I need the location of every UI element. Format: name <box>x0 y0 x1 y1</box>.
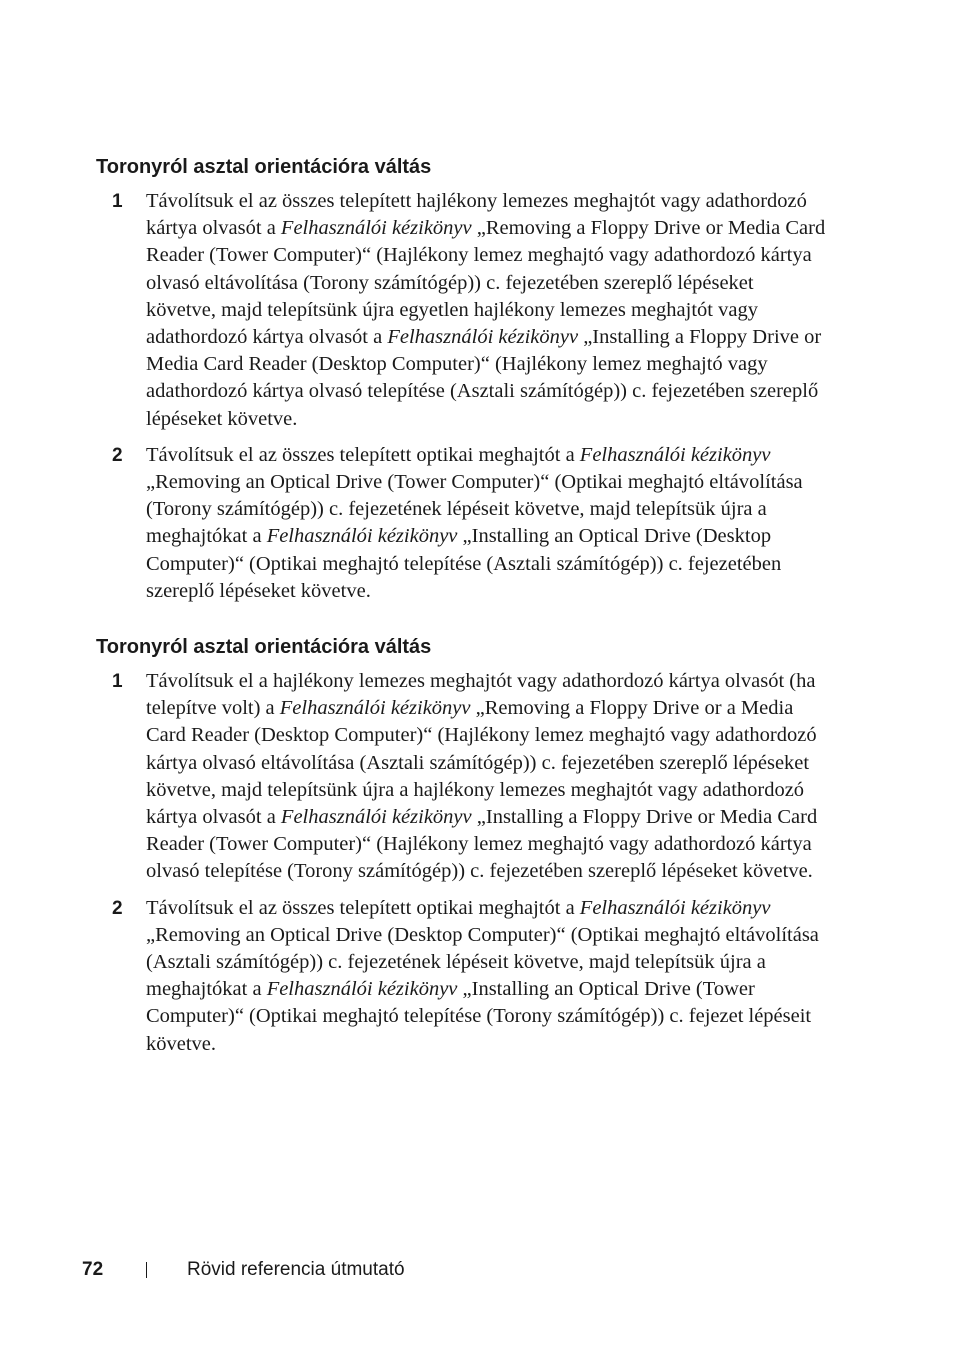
step-text-part: „Removing an Optical Drive (Desktop Computer)“ (Optikai meghajtó eltávolítása (Asztali számítógép)) c. fejezetének lépéseit követve, majd telepítsük újra a meghajtókat a <box>146 923 819 1001</box>
page-footer <box>82 1257 405 1283</box>
step-text-part: „Installing a Floppy Drive or Media Card Reader (Desktop Computer)“ (Hajlékony lemez meghajtó vagy adathordozó kártya olvasó telepítése (Asztali számítógép)) c. fejezetében szereplő lépéseket követve. <box>146 326 822 430</box>
step-list <box>96 188 826 605</box>
step-list <box>96 668 826 1058</box>
step-text-part: Távolítsuk el az összes telepített optikai meghajtót a <box>146 896 580 919</box>
step-text-part: Távolítsuk el az összes telepített optikai meghajtót a <box>146 443 580 466</box>
step-number: 1 <box>112 191 123 212</box>
manual-reference: Felhasználói kézikönyv <box>279 697 471 720</box>
step-number: 2 <box>112 444 123 466</box>
document-title: Rövid referencia útmutató <box>187 1259 405 1280</box>
step-text-part: „Removing a Floppy Drive or a Media Card Reader (Desktop Computer)“ (Hajlékony lemez meghajtó vagy adathordozó kártya olvasó eltávolítása (Asztali számítógép)) c. fejezetében szereplő lépéseket követve, majd telepítsünk újra a hajlékony lemezes meghajtót vagy adathordozó kártya olvasót a <box>146 697 817 829</box>
section-desktop-to-tower <box>96 634 826 1067</box>
step-text-part: „Installing an Optical Drive (Tower Computer)“ (Optikai meghajtó telepítése (Torony számítógép)) c. fejezet lépéseit követve. <box>146 978 812 1055</box>
step-text <box>146 188 826 433</box>
step-text <box>146 895 826 1058</box>
step-text-part: „Removing a Floppy Drive or Media Card Reader (Tower Computer)“ (Hajlékony lemez meghajtó vagy adathordozó kártya olvasó eltávolítása (Torony számítógép)) c. fejezetében szereplő lépéseket követve, majd telepítsünk újra egyetlen hajlékony lemezes meghajtót vagy adathordozó kártya olvasót a <box>146 217 826 349</box>
section-heading: Toronyról asztal orientációra váltás <box>96 156 432 178</box>
step-item <box>96 188 826 433</box>
manual-reference: Felhasználói kézikönyv <box>387 326 579 349</box>
page-number: 72 <box>82 1259 104 1280</box>
step-text-part: „Removing an Optical Drive (Tower Computer)“ (Optikai meghajtó eltávolítása (Torony számítógép)) c. fejezetének lépéseit követve, majd telepítsük újra a meghajtókat a <box>146 471 803 548</box>
step-item <box>96 442 826 605</box>
step-text-part: „Installing a Floppy Drive or Media Card Reader (Tower Computer)“ (Hajlékony lemez meghajtó vagy adathordozó kártya olvasó telepítése (Torony számítógép)) c. fejezetében szereplő lépéseket követve. <box>146 806 818 883</box>
manual-reference: Felhasználói kézikönyv <box>280 806 472 829</box>
step-text <box>146 668 826 886</box>
step-item <box>96 668 826 886</box>
manual-reference: Felhasználói kézikönyv <box>579 443 771 466</box>
step-text-part: Távolítsuk el a hajlékony lemezes meghajtót vagy adathordozó kártya olvasót (ha telepítve volt) a <box>146 670 816 720</box>
section-heading: Toronyról asztal orientációra váltás <box>96 636 432 658</box>
step-text-part: Távolítsuk el az összes telepített hajlékony lemezes meghajtót vagy adathordozó kártya olvasót a <box>146 190 807 240</box>
manual-reference: Felhasználói kézikönyv <box>266 978 458 1001</box>
step-number: 2 <box>112 897 123 919</box>
step-text <box>146 442 826 605</box>
manual-reference: Felhasználói kézikönyv <box>266 525 458 548</box>
step-number: 1 <box>112 671 123 692</box>
step-item <box>96 895 826 1058</box>
section-tower-to-desktop <box>96 154 826 614</box>
manual-reference: Felhasználói kézikönyv <box>280 217 472 240</box>
footer-divider <box>146 1262 147 1278</box>
manual-reference: Felhasználói kézikönyv <box>579 896 771 919</box>
step-text-part: „Installing an Optical Drive (Desktop Computer)“ (Optikai meghajtó telepítése (Asztali számítógép)) c. fejezetében szereplő lépéseket követve. <box>146 525 782 602</box>
